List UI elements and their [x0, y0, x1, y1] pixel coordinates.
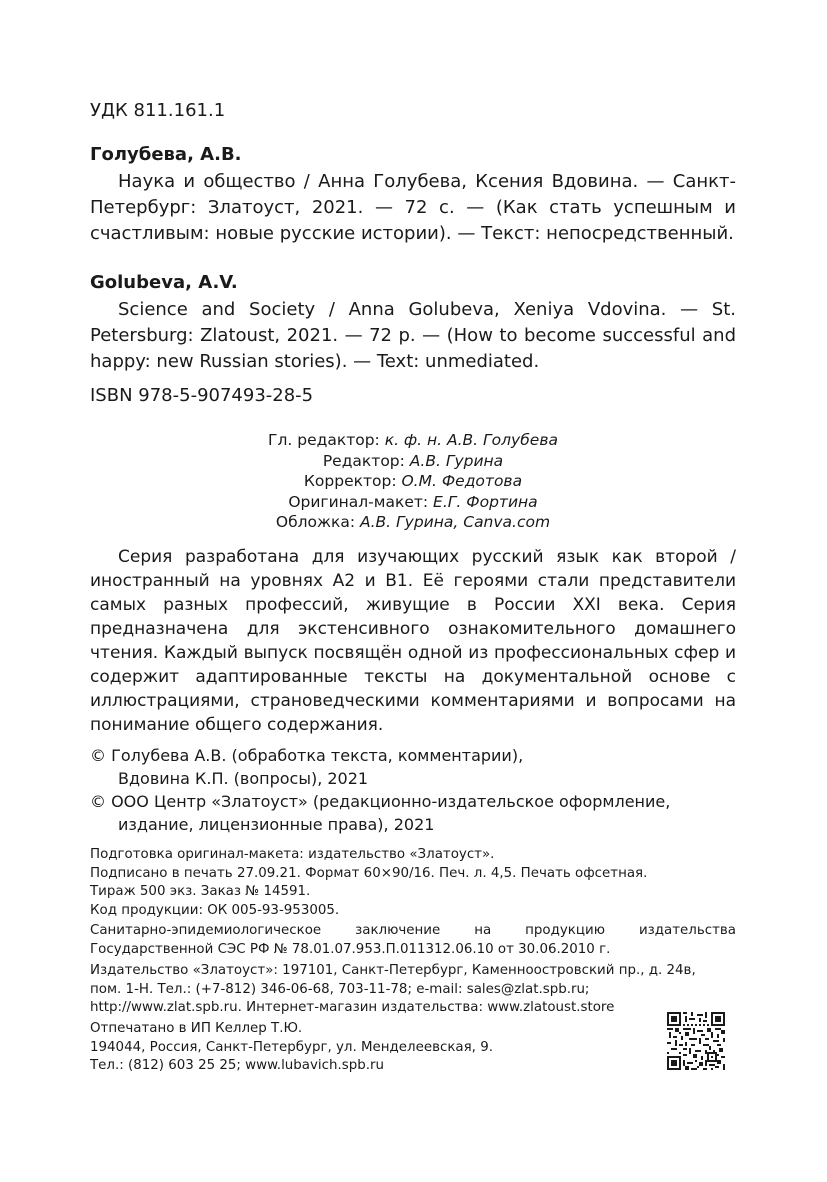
staff-name: А.В. Гурина [409, 451, 504, 470]
copyright-line: © Голубева А.В. (обработка текста, комментарии), [90, 746, 524, 765]
qr-code-icon [667, 1012, 725, 1070]
publisher-line: Издательство «Златоуст»: 197101, Санкт-Петербург, Каменноостровский пр., д. 24в, [90, 963, 696, 978]
copyright-block [90, 744, 736, 836]
printer-info [90, 1020, 650, 1076]
staff-role: Редактор: [322, 451, 410, 470]
staff-name: к. ф. н. А.В. Голубева [384, 431, 558, 449]
imprint-line: Тираж 500 экз. Заказ № 14591. [90, 884, 311, 900]
record-body-en: Science and Society / Anna Golubeva, Xeniya Vdovina. — St. Petersburg: Zlatoust, 2021. — 72 p. — (How to become successful and happy: new Russian stories). — Text: unmediated. [90, 299, 736, 372]
staff-line [90, 430, 736, 451]
printer-line: 194044, Россия, Санкт-Петербург, ул. Менделеевская, 9. [90, 1039, 493, 1055]
staff-line [90, 512, 736, 533]
print-imprint [90, 846, 736, 920]
publisher-line: пом. 1-Н. Тел.: (+7-812) 346-06-68, 703-11-78; e-mail: sales@zlat.spb.ru; [90, 981, 590, 997]
imprint-line: Подписано в печать 27.09.21. Формат 60×90/16. Печ. л. 4,5. Печать офсетная. [90, 865, 648, 881]
sanitary-certificate: Санитарно-эпидемиологическое заключение на продукцию издательства Государственной СЭС РФ № 78.01.07.953.П.011312.06.10 от 30.06.2010 г. [90, 923, 736, 957]
printer-line: Отпечатано в ИП Келлер Т.Ю. [90, 1021, 303, 1036]
staff-line [90, 492, 736, 513]
series-description: Серия разработана для изучающих русский язык как второй / иностранный на уровнях А2 и В1. Её героями стали представители самых разных профессий, живущие в России XXI века. Серия предназначена для экстенсивного ознакомительного домашнего чтения. Каждый выпуск посвящён одной из профессиональных сфер и содержит адаптированные тексты на документальной основе с иллюстрациями, страноведческими комментариями и вопросами на понимание общего содержания. [90, 547, 736, 735]
udc-code: УДК 811.161.1 [90, 100, 226, 121]
staff-role: Оригинал-макет: [288, 492, 434, 511]
staff-role: Обложка: [275, 513, 361, 531]
staff-name: Е.Г. Фортина [433, 492, 538, 511]
record-author-ru: Голубева, А.В. [90, 144, 242, 165]
copyright-line: издание, лицензионные права), 2021 [118, 815, 435, 834]
copyright-line: Вдовина К.П. (вопросы), 2021 [118, 769, 369, 788]
staff-line [90, 451, 736, 472]
record-body-ru: Наука и общество / Анна Голубева, Ксения Вдовина. — Санкт-Петербург: Златоуст, 2021. — 72 с. — (Как стать успешным и счастливым: новые русские истории). — Текст: непосредственный. [90, 171, 736, 244]
staff-name: А.В. Гурина, Canva.com [360, 513, 551, 531]
printer-line: Тел.: (812) 603 25 25; www.lubavich.spb.ru [90, 1058, 384, 1074]
imprint-line: Подготовка оригинал-макета: издательство «Златоуст». [90, 847, 495, 862]
staff-line [90, 471, 736, 492]
bibliographic-record-en [90, 272, 736, 375]
publisher-line: http://www.zlat.spb.ru. Интернет-магазин издательства: www.zlatoust.store [90, 1000, 615, 1016]
record-author-en: Golubeva, A.V. [90, 272, 238, 293]
staff-role: Гл. редактор: [268, 431, 385, 449]
isbn: ISBN 978-5-907493-28-5 [90, 385, 314, 406]
imprint-line: Код продукции: ОК 005-93-953005. [90, 902, 340, 918]
bibliographic-record-ru [90, 144, 736, 247]
staff-role: Корректор: [303, 472, 402, 490]
editorial-staff [90, 430, 736, 533]
publisher-info [90, 962, 736, 1018]
staff-name: О.М. Федотова [401, 472, 523, 490]
copyright-line: © ООО Центр «Златоуст» (редакционно-издательское оформление, [90, 792, 671, 811]
